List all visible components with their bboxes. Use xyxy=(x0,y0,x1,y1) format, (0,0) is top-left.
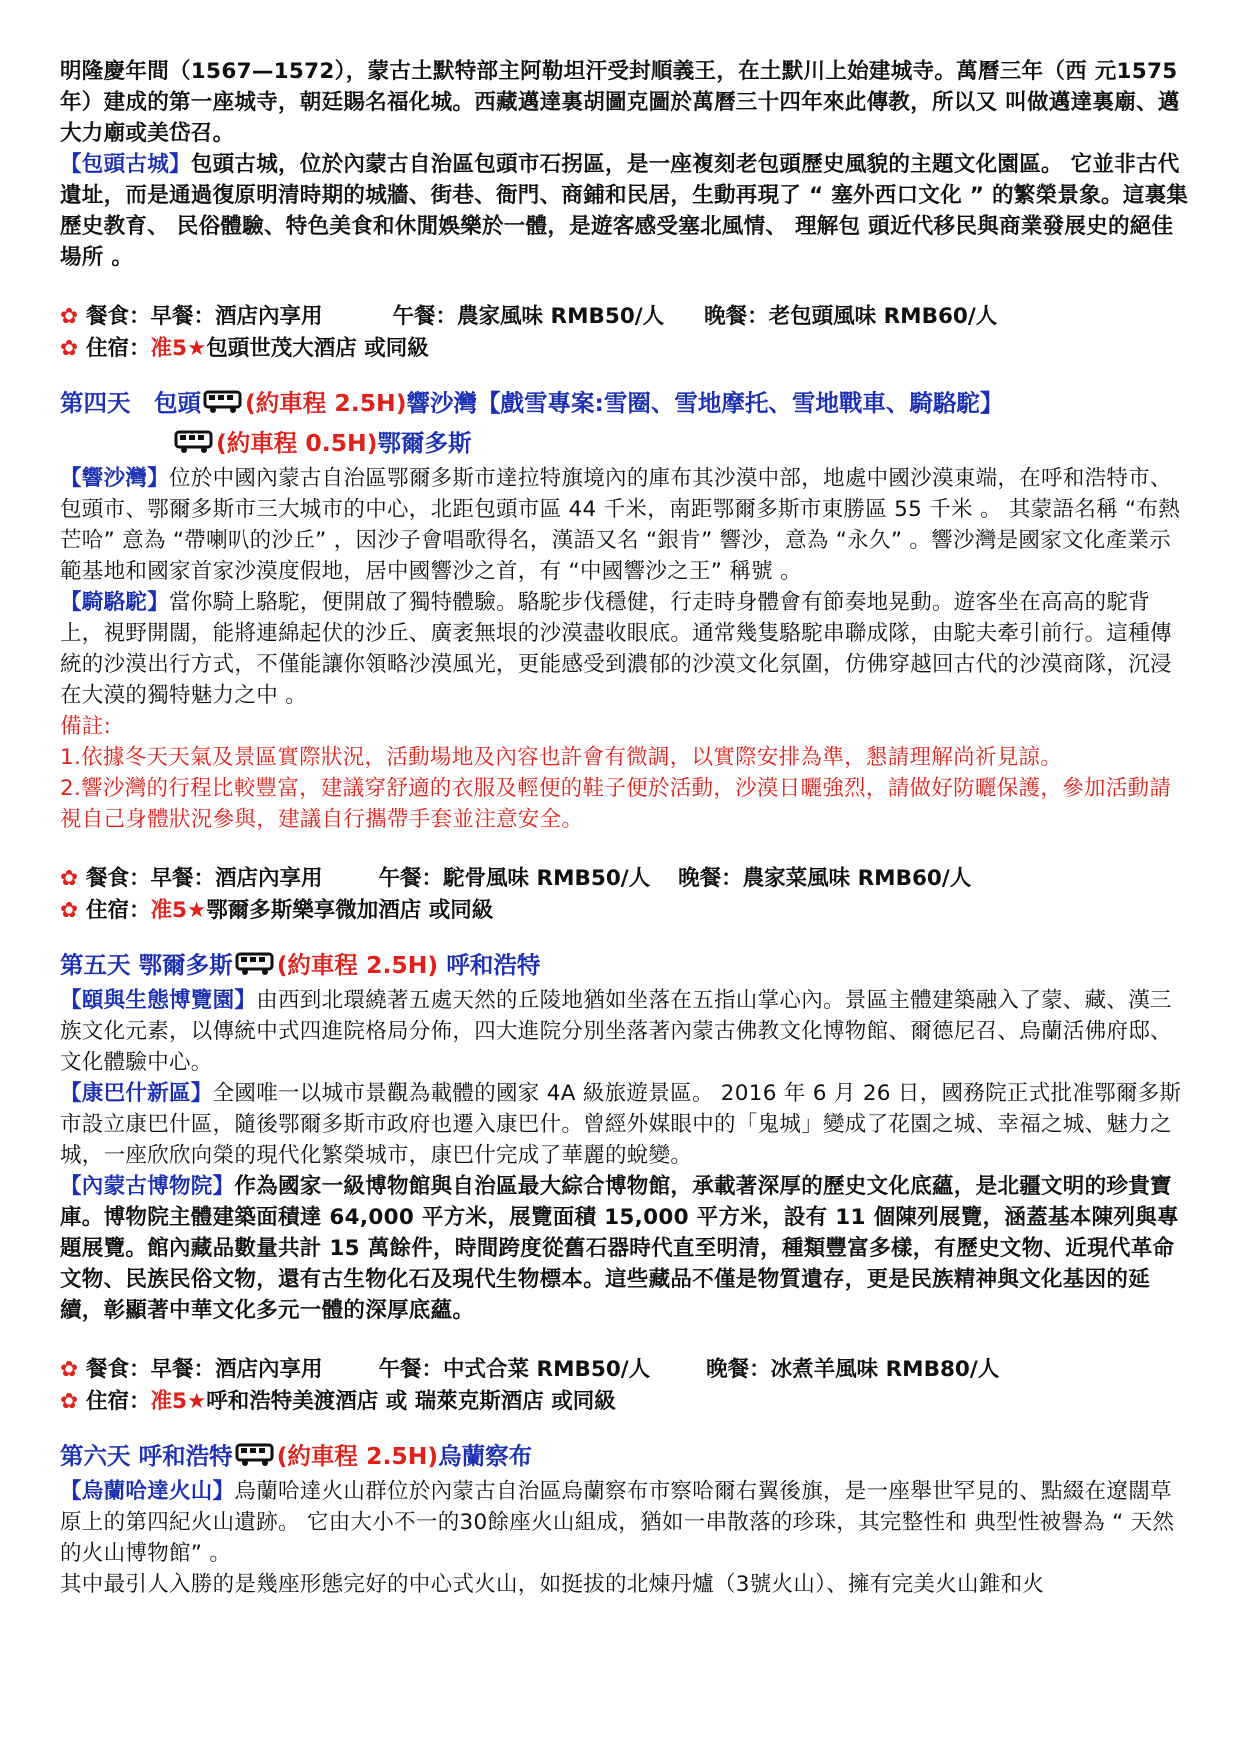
meal-label: 餐食： xyxy=(86,304,151,329)
note-title: 備註: xyxy=(60,714,112,739)
day5-hotel xyxy=(60,1386,1190,1418)
day4-drive2: (約車程 0.5H) xyxy=(216,429,378,457)
meal-dinner: 晚餐：老包頭風味 RMB60/人 xyxy=(704,304,998,329)
tag-xiangshawan: 【響沙灣】 xyxy=(60,466,170,491)
day4-hotel xyxy=(60,895,1190,927)
paragraph-museum xyxy=(60,1171,1190,1326)
day3-intro: 明隆慶年間（1567—1572），蒙古土默特部主阿勒坦汗受封順義王，在土默川上始建城寺。萬曆三年（西 元1575年）建成的第一座城寺，朝廷賜名福化城。西藏邁達裏胡圖克圖於萬曆三十四年來此傳教，所以又 叫做邁達裏廟、邁大力廟或美岱召。 xyxy=(60,59,1180,146)
meal-breakfast: 早餐：酒店內享用 xyxy=(150,1357,323,1382)
hotel-grade: 准5★ xyxy=(150,898,207,923)
day5-dest: 呼和浩特 xyxy=(438,951,541,979)
day6-dest: 烏蘭察布 xyxy=(438,1442,533,1470)
text-xiangshawan: 位於中國內蒙古自治區鄂爾多斯市達拉特旗境內的庫布其沙漠中部，地處中國沙漠東端，在呼和浩特市、包頭市、鄂爾多斯市三大城市的中心，北距包頭市區 44 千米，南距鄂爾多斯市東勝區 55 千米 。 其蒙語名稱 “布熱芒哈” 意為 “帶喇叭的沙丘” ，因沙子會唱歌得名，漢語又名 “銀肯” 響沙，意為 “永久” 。響沙灣是國家文化產業示範基地和國家首家沙漠度假地，居中國響沙之首，有 “中國響沙之王” 稱號 。 xyxy=(60,466,1181,584)
hotel-label: 住宿： xyxy=(86,898,151,923)
bus-icon xyxy=(235,951,275,977)
hotel-label: 住宿： xyxy=(86,1389,151,1414)
day3-meals xyxy=(60,301,1190,333)
flower-icon: ✿ xyxy=(60,866,79,891)
flower-icon: ✿ xyxy=(60,898,79,923)
text-eco-park: 由西到北環繞著五處天然的丘陵地猶如坐落在五指山掌心內。景區主體建築融入了蒙、藏、漢三族文化元素，以傳統中式四進院格局分佈，四大進院分別坐落著內蒙古佛教文化博物館、爾德尼召、烏蘭活佛府邸、文化體驗中心。 xyxy=(60,988,1172,1075)
meal-dinner: 晚餐：農家菜風味 RMB60/人 xyxy=(678,866,972,891)
hotel-name: 包頭世茂大酒店 或同級 xyxy=(206,336,429,361)
flower-icon: ✿ xyxy=(60,1357,79,1382)
hotel-grade: 准5★ xyxy=(150,1389,207,1414)
tag-museum: 【內蒙古博物院】 xyxy=(60,1174,235,1199)
day6-title-prefix: 第六天 呼和浩特 xyxy=(60,1442,233,1470)
meal-label: 餐食： xyxy=(86,1357,151,1382)
meal-lunch: 午餐：駝骨風味 RMB50/人 xyxy=(378,866,651,891)
day6-title xyxy=(60,1436,1190,1476)
day5-drive: (約車程 2.5H) xyxy=(276,951,439,979)
text-kangbashi: 全國唯一以城市景觀為載體的國家 4A 級旅遊景區。 2016 年 6 月 26 日，國務院正式批准鄂爾多斯市設立康巴什區，隨後鄂爾多斯市政府也遷入康巴什。曾經外媒眼中的「鬼城」變成了花園之城、幸福之城、魅力之城，一座欣欣向榮的現代化繁榮城市，康巴什完成了華麗的蛻變。 xyxy=(60,1081,1182,1168)
meal-breakfast: 早餐：酒店內享用 xyxy=(150,304,323,329)
meal-lunch: 午餐：中式合菜 RMB50/人 xyxy=(378,1357,651,1382)
text-camel: 當你騎上駱駝，便開啟了獨特體驗。駱駝步伐穩健，行走時身體會有節奏地晃動。遊客坐在高高的駝背上，視野開闊，能將連綿起伏的沙丘、廣袤無垠的沙漠盡收眼底。通常幾隻駱駝串聯成隊，由駝夫牽引前行。這種傳統的沙漠出行方式，不僅能讓你領略沙漠風光，更能感受到濃郁的沙漠文化氛圍，仿佛穿越回古代的沙漠商隊，沉浸在大漠的獨特魅力之中 。 xyxy=(60,590,1172,708)
hotel-name: 呼和浩特美渡酒店 或 瑞萊克斯酒店 或同級 xyxy=(206,1389,616,1414)
paragraph-xiangshawan xyxy=(60,463,1190,587)
tag-camel: 【騎駱駝】 xyxy=(60,590,170,615)
flower-icon: ✿ xyxy=(60,304,79,329)
day4-title-line2 xyxy=(60,423,1190,463)
day3-hotel xyxy=(60,333,1190,365)
day5-title xyxy=(60,945,1190,985)
day4-dest1: 響沙灣 xyxy=(406,389,477,417)
meal-lunch: 午餐：農家風味 RMB50/人 xyxy=(392,304,665,329)
tag-eco-park: 【頤與生態博覽園】 xyxy=(60,988,257,1013)
bus-icon xyxy=(174,429,214,455)
paragraph-volcano xyxy=(60,1476,1190,1569)
paragraph-baotou-gucheng xyxy=(60,149,1190,273)
tag-baotou-gucheng: 【包頭古城】 xyxy=(60,152,191,177)
day4-title-prefix: 第四天 包頭 xyxy=(60,389,201,417)
hotel-name: 鄂爾多斯樂享微加酒店 或同級 xyxy=(206,898,494,923)
day5-title-prefix: 第五天 鄂爾多斯 xyxy=(60,951,233,979)
day4-dest2: 鄂爾多斯 xyxy=(377,429,472,457)
hotel-grade: 准5★ xyxy=(150,336,207,361)
day4-title xyxy=(60,383,1190,423)
day5-meals xyxy=(60,1354,1190,1386)
day6-drive: (約車程 2.5H) xyxy=(276,1442,439,1470)
text-volcano: 烏蘭哈達火山群位於內蒙古自治區烏蘭察布市察哈爾右翼後旗，是一座舉世罕見的、點綴在遼闊草原上的第四紀火山遺跡。 它由大小不一的30餘座火山組成，猶如一串散落的珍珠，其完整性和 典型性被譽為 “ 天然的火山博物館” 。 xyxy=(60,1479,1175,1566)
text-baotou-gucheng: 包頭古城，位於內蒙古自治區包頭市石拐區，是一座複刻老包頭歷史風貌的主題文化園區。 它並非古代遺址，而是通過復原明清時期的城牆、街巷、衙門、商鋪和民居，生動再現了 “ 塞外西口文化 ” 的繁榮景象。這裏集歷史教育、 民俗體驗、特色美食和休閒娛樂於一體，是遊客感受塞北風情、 理解包 頭近代移民與商業發展史的絕佳場所 。 xyxy=(60,152,1189,270)
note-2: 2.響沙灣的行程比較豐富，建議穿舒適的衣服及輕便的鞋子便於活動，沙漠日曬強烈，請做好防曬保護，參加活動請視自己身體狀況參與，建議自行攜帶手套並注意安全。 xyxy=(60,776,1172,832)
tag-volcano: 【烏蘭哈達火山】 xyxy=(60,1479,235,1504)
itinerary-page xyxy=(60,56,1190,1600)
text-museum: 作為國家一級博物館與自治區最大綜合博物館，承載著深厚的歷史文化底蘊，是北疆文明的珍貴寶庫。博物院主體建築面積達 64,000 平方米，展覽面積 15,000 平方米，設有 11 個陳列展覽，涵蓋基本陳列與專題展覽。館內藏品數量共計 15 萬餘件，時間跨度從舊石器時代直至明清，種類豐富多樣，有歷史文物、近現代革命文物、民族民俗文物，還有古生物化石及現代生物標本。這些藏品不僅是物質遺存，更是民族精神與文化基因的延續，彰顯著中華文化多元一體的深厚底蘊。 xyxy=(60,1174,1179,1323)
day4-drive1: (約車程 2.5H) xyxy=(245,389,407,417)
meal-label: 餐食： xyxy=(86,866,151,891)
meal-dinner: 晚餐：冰煮羊風味 RMB80/人 xyxy=(706,1357,1000,1382)
paragraph-eco-park xyxy=(60,985,1190,1078)
bus-icon xyxy=(203,389,243,415)
paragraph-kangbashi xyxy=(60,1078,1190,1171)
paragraph-camel xyxy=(60,587,1190,711)
meal-breakfast: 早餐：酒店內享用 xyxy=(150,866,323,891)
paragraph-volcano-2: 其中最引人入勝的是幾座形態完好的中心式火山，如挺拔的北煉丹爐（3號火山）、擁有完美火山錐和火 xyxy=(60,1572,1045,1597)
hotel-label: 住宿： xyxy=(86,336,151,361)
tag-kangbashi: 【康巴什新區】 xyxy=(60,1081,213,1106)
day4-meals xyxy=(60,863,1190,895)
bus-icon xyxy=(235,1442,275,1468)
flower-icon: ✿ xyxy=(60,336,79,361)
day4-activity: 【戲雪專案:雪圈、雪地摩托、雪地戰車、騎駱駝】 xyxy=(476,389,1004,417)
flower-icon: ✿ xyxy=(60,1389,79,1414)
note-1: 1.依據冬天天氣及景區實際狀況，活動場地及內容也許會有微調，以實際安排為準，懇請理解尚祈見諒。 xyxy=(60,745,1063,770)
